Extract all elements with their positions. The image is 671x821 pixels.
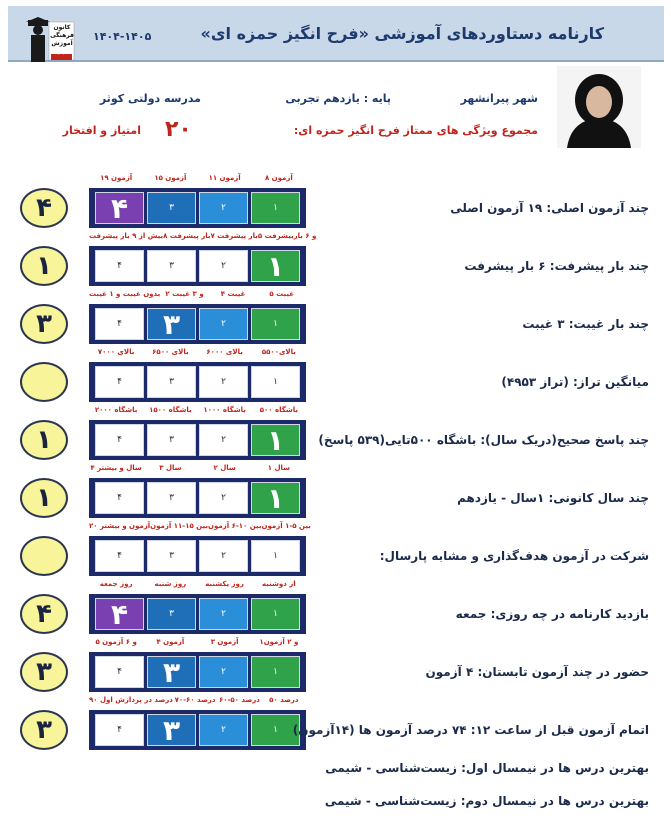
achievement-text: چند سال کانونی: ۱سال - یازدهم xyxy=(457,491,649,505)
score-badge: ۱ xyxy=(20,420,68,460)
student-city: شهر پیرانشهر xyxy=(460,92,538,105)
criteria-label: ۱۵ آزمون xyxy=(154,174,187,182)
header-banner xyxy=(8,6,664,62)
criteria-label: باشگاه ۱۰۰۰ xyxy=(203,406,246,414)
level-cell: ۱ xyxy=(251,366,300,398)
achievement-text: چند بار غیبت: ۳ غیبت xyxy=(522,317,649,331)
criteria-label: بین ۱۰-۶ آزمون xyxy=(207,522,262,530)
criteria-labels xyxy=(89,638,306,646)
page-title: کارنامه دستاوردهای آموزشی «فرح انگیز حمزه ای» xyxy=(200,24,604,43)
level-cell: ۲ xyxy=(199,482,248,514)
level-cell: ۳ xyxy=(147,366,196,398)
criteria-label: بالای ۶۵۰۰ xyxy=(152,348,189,356)
level-cell: ۳ xyxy=(147,192,196,224)
total-score: ۲۰ xyxy=(165,117,192,142)
level-cell: ۳ xyxy=(147,424,196,456)
level-cell: ۴ xyxy=(95,656,144,688)
criteria-label: ۲ و ۳ غیبت xyxy=(165,290,204,298)
criteria-label: ۷ بار پیشرفت xyxy=(210,232,258,240)
criteria-labels xyxy=(89,696,306,704)
criteria-labels xyxy=(89,464,306,472)
criteria-label: ۲ سال xyxy=(213,464,236,472)
level-grid xyxy=(89,594,306,634)
achievement-text: بازدید کارنامه در چه روزی: جمعه xyxy=(455,607,649,621)
criteria-labels xyxy=(89,522,311,530)
criteria-label: ۴ غیبت xyxy=(220,290,246,298)
level-cell: ۲ xyxy=(199,366,248,398)
criteria-label: ۱ سال xyxy=(267,464,291,472)
logo xyxy=(22,16,78,64)
year-range: ۱۴۰۴-۱۴۰۵ xyxy=(93,30,152,43)
level-grid xyxy=(89,420,306,460)
criteria-label: ۳ سال xyxy=(159,464,182,472)
level-cell: ۳ xyxy=(147,482,196,514)
level-grid xyxy=(89,188,306,228)
criteria-label: بالای ۶۰۰۰ xyxy=(206,348,243,356)
level-cell: ۲ xyxy=(199,424,248,456)
logo-text: کانون فرهنگی آموزش قلم چی xyxy=(50,24,74,55)
student-photo xyxy=(557,66,641,148)
criteria-label: ۱۱ آزمون xyxy=(208,174,241,182)
level-cell: ۳ xyxy=(147,540,196,572)
level-cell: ۴ xyxy=(95,366,144,398)
score-badge: ۴ xyxy=(20,188,68,228)
level-cell: ۱ xyxy=(251,540,300,572)
level-cell: ۱ xyxy=(251,598,300,630)
score-badge: ۴ xyxy=(20,594,68,634)
level-cell: ۳ xyxy=(147,598,196,630)
criteria-label: ۴ سال و بیشتر xyxy=(90,464,142,472)
school-name: مدرسه دولتی کوثر xyxy=(99,92,201,105)
best-subjects-second-term: بهترین درس ها در نیمسال دوم: زیست‌شناسی - شیمی xyxy=(324,794,649,808)
level-cell: ۱ xyxy=(251,192,300,224)
criteria-label: ۷۰-۶۰ درصد xyxy=(174,696,216,704)
level-cell: ۱ xyxy=(251,424,300,456)
criteria-label: ۱و ۲ آزمون xyxy=(259,638,299,646)
achievement-text: چند بار پیشرفت: ۶ بار پیشرفت xyxy=(464,259,649,273)
total-label: مجموع ویژگی های ممتاز فرح انگیز حمزه ای: xyxy=(293,124,538,137)
level-cell: ۳ xyxy=(147,308,196,340)
level-cell: ۱ xyxy=(251,250,300,282)
criteria-label: ۵ و ۶ آزمون xyxy=(95,638,137,646)
level-cell: ۳ xyxy=(147,656,196,688)
level-cell: ۴ xyxy=(95,482,144,514)
level-cell: ۲ xyxy=(199,192,248,224)
criteria-label: ۵ و ۶ باربیشرفت xyxy=(257,232,317,240)
level-cell: ۴ xyxy=(95,598,144,630)
criteria-label: ۴ آزمون xyxy=(156,638,185,646)
criteria-label: ۵ غیبت xyxy=(269,290,294,298)
level-grid xyxy=(89,478,306,518)
level-cell: ۴ xyxy=(95,192,144,224)
criteria-label: از دوشنبه xyxy=(262,580,296,588)
score-badge xyxy=(20,536,68,576)
score-badge: ۳ xyxy=(20,652,68,692)
criteria-label: روز شنبه xyxy=(154,580,187,588)
criteria-label: بدون غیبت و ۱ غیبت xyxy=(89,290,161,298)
achievement-text: میانگین تراز: (تراز ۴۹۵۳) xyxy=(501,375,649,389)
criteria-labels xyxy=(89,174,306,182)
criteria-label: باشگاه ۲۰۰۰ xyxy=(94,406,138,414)
level-cell: ۱ xyxy=(251,308,300,340)
criteria-labels xyxy=(89,290,306,298)
level-cell: ۲ xyxy=(199,540,248,572)
level-cell: ۲ xyxy=(199,714,248,746)
level-cell: ۴ xyxy=(95,540,144,572)
score-badge: ۳ xyxy=(20,304,68,344)
level-cell: ۴ xyxy=(95,424,144,456)
student-grade: پایه : یازدهم تجربی xyxy=(285,92,391,105)
criteria-label: روز یکشنبه xyxy=(205,580,244,588)
level-cell: ۲ xyxy=(199,656,248,688)
criteria-label: ۹۰ درصد در پردازش اول xyxy=(89,696,173,704)
score-badge: ۱ xyxy=(20,478,68,518)
total-unit: امتیاز و افتخار xyxy=(62,124,141,137)
criteria-label: ۸ آزمون xyxy=(264,174,293,182)
avatar xyxy=(557,66,641,148)
level-cell: ۲ xyxy=(199,250,248,282)
level-grid xyxy=(89,246,306,286)
criteria-label: روز جمعه xyxy=(99,580,133,588)
criteria-label: ۶۰-۵۰ درصد xyxy=(218,696,260,704)
criteria-label: ۸ بار پیشرفت xyxy=(163,232,211,240)
criteria-label: باشگاه ۱۵۰۰ xyxy=(149,406,192,414)
criteria-label: بالای۵۵۰۰ xyxy=(261,348,296,356)
achievement-text: چند آزمون اصلی: ۱۹ آزمون اصلی xyxy=(450,201,649,215)
level-grid xyxy=(89,710,306,750)
level-cell: ۱ xyxy=(251,482,300,514)
criteria-label: باشگاه ۵۰۰ xyxy=(259,406,298,414)
level-cell: ۴ xyxy=(95,250,144,282)
level-cell: ۳ xyxy=(147,250,196,282)
level-grid xyxy=(89,362,306,402)
score-badge xyxy=(20,362,68,402)
criteria-labels xyxy=(89,406,306,414)
level-cell: ۲ xyxy=(199,598,248,630)
criteria-labels xyxy=(89,580,306,588)
level-cell: ۳ xyxy=(147,714,196,746)
score-badge: ۳ xyxy=(20,710,68,750)
level-cell: ۴ xyxy=(95,308,144,340)
criteria-label: بیش از ۹ بار پیشرفت xyxy=(89,232,164,240)
level-grid xyxy=(89,536,306,576)
best-subjects-first-term: بهترین درس ها در نیمسال اول: زیست‌شناسی - شیمی xyxy=(325,761,649,775)
level-grid xyxy=(89,652,306,692)
criteria-label: بالای ۷۰۰۰ xyxy=(97,348,135,356)
level-cell: ۱ xyxy=(251,714,300,746)
level-cell: ۴ xyxy=(95,714,144,746)
criteria-labels xyxy=(89,232,317,240)
achievement-text: شرکت در آزمون هدف‌گذاری و مشابه پارسال: xyxy=(379,549,649,563)
achievement-text: اتمام آزمون قبل از ساعت ۱۲: ۷۴ درصد آزمون ها (۱۴آزمون) xyxy=(292,723,649,737)
criteria-label: ۵۰ درصد xyxy=(269,696,299,704)
criteria-label: بین ۱۵-۱۱ آزمون xyxy=(150,522,208,530)
criteria-label: بین ۵-۱ آزمون xyxy=(261,522,311,530)
criteria-label: ۲۰ آزمون و بیشتر xyxy=(89,522,151,530)
achievement-text: حضور در چند آزمون تابستان: ۴ آزمون xyxy=(425,665,649,679)
level-grid xyxy=(89,304,306,344)
level-cell: ۱ xyxy=(251,656,300,688)
criteria-label: ۳ آزمون xyxy=(210,638,239,646)
achievement-text: چند پاسخ صحیح(دریک سال): باشگاه ۵۰۰تایی(۵۳۹ پاسخ) xyxy=(318,433,649,447)
score-badge: ۱ xyxy=(20,246,68,286)
criteria-labels xyxy=(89,348,306,356)
level-cell: ۲ xyxy=(199,308,248,340)
criteria-label: ۱۹ آزمون xyxy=(100,174,133,182)
